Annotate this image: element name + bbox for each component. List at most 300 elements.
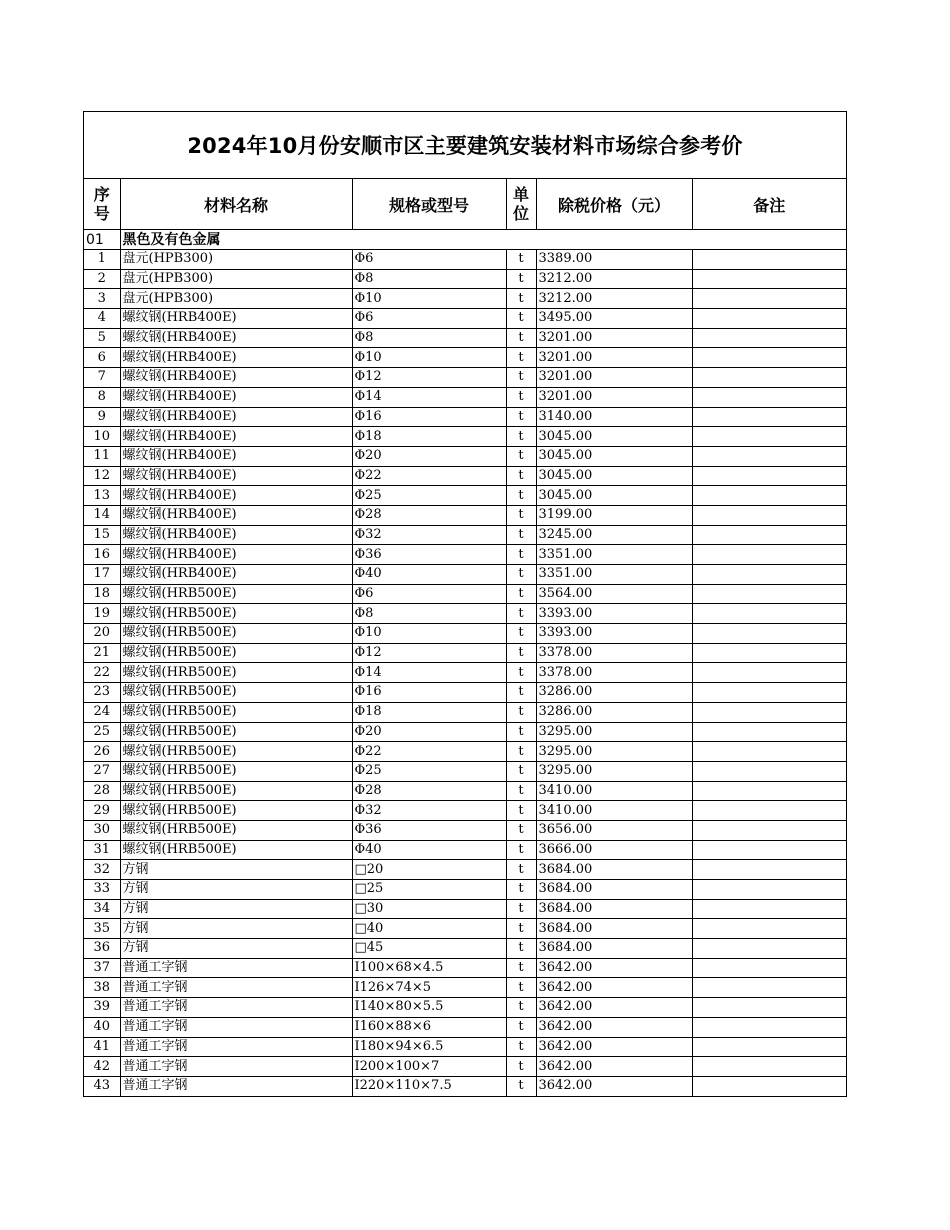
table-row (84, 309, 846, 329)
cell-unit: t (506, 742, 536, 762)
cell-price: 3286.00 (536, 683, 692, 703)
table-row (84, 604, 846, 624)
cell-unit: t (506, 899, 536, 919)
cell-price: 3045.00 (536, 427, 692, 447)
cell-no: 29 (84, 801, 120, 821)
cell-unit: t (506, 624, 536, 644)
cell-price: 3642.00 (536, 1017, 692, 1037)
section-code: 01 (84, 230, 120, 250)
cell-spec: Φ25 (352, 486, 506, 506)
cell-material-name: 螺纹钢(HRB400E) (120, 565, 352, 585)
cell-spec: Φ10 (352, 289, 506, 309)
header-note: 备注 (692, 179, 846, 230)
cell-no: 32 (84, 860, 120, 880)
cell-material-name: 螺纹钢(HRB500E) (120, 663, 352, 683)
cell-price: 3495.00 (536, 309, 692, 329)
cell-unit: t (506, 328, 536, 348)
cell-note (692, 1037, 846, 1057)
cell-material-name: 螺纹钢(HRB500E) (120, 604, 352, 624)
cell-note (692, 584, 846, 604)
cell-unit: t (506, 919, 536, 939)
cell-spec: Φ18 (352, 702, 506, 722)
cell-spec: Φ32 (352, 525, 506, 545)
header-no-line2: 号 (93, 204, 110, 223)
price-sheet (83, 111, 847, 1097)
table-row (84, 250, 846, 270)
cell-material-name: 螺纹钢(HRB500E) (120, 683, 352, 703)
header-no-line1: 序 (93, 185, 110, 204)
cell-unit: t (506, 446, 536, 466)
cell-no: 27 (84, 761, 120, 781)
cell-material-name: 盘元(HPB300) (120, 269, 352, 289)
cell-no: 28 (84, 781, 120, 801)
cell-price: 3201.00 (536, 348, 692, 368)
cell-spec: Φ12 (352, 643, 506, 663)
cell-no: 12 (84, 466, 120, 486)
cell-note (692, 407, 846, 427)
cell-spec: I100×68×4.5 (352, 958, 506, 978)
cell-spec: Φ10 (352, 348, 506, 368)
cell-no: 23 (84, 683, 120, 703)
cell-price: 3684.00 (536, 939, 692, 959)
table-row (84, 742, 846, 762)
cell-spec: Φ12 (352, 368, 506, 388)
table-row (84, 899, 846, 919)
cell-unit: t (506, 387, 536, 407)
table-row (84, 702, 846, 722)
cell-price: 3684.00 (536, 899, 692, 919)
table-row (84, 328, 846, 348)
cell-spec: □30 (352, 899, 506, 919)
cell-unit: t (506, 584, 536, 604)
table-row (84, 624, 846, 644)
cell-material-name: 普通工字钢 (120, 998, 352, 1018)
cell-note (692, 289, 846, 309)
section-row (84, 230, 846, 250)
cell-spec: Φ8 (352, 328, 506, 348)
cell-material-name: 螺纹钢(HRB400E) (120, 368, 352, 388)
cell-no: 5 (84, 328, 120, 348)
table-row (84, 761, 846, 781)
cell-note (692, 545, 846, 565)
cell-note (692, 525, 846, 545)
cell-no: 4 (84, 309, 120, 329)
table-row (84, 486, 846, 506)
cell-unit: t (506, 1057, 536, 1077)
table-row (84, 683, 846, 703)
cell-spec: Φ20 (352, 446, 506, 466)
cell-price: 3140.00 (536, 407, 692, 427)
cell-unit: t (506, 801, 536, 821)
cell-unit: t (506, 781, 536, 801)
table-row (84, 387, 846, 407)
cell-no: 9 (84, 407, 120, 427)
cell-unit: t (506, 643, 536, 663)
cell-no: 24 (84, 702, 120, 722)
cell-note (692, 880, 846, 900)
cell-material-name: 方钢 (120, 919, 352, 939)
cell-spec: Φ36 (352, 545, 506, 565)
cell-note (692, 998, 846, 1018)
cell-spec: Φ32 (352, 801, 506, 821)
cell-note (692, 761, 846, 781)
cell-material-name: 螺纹钢(HRB400E) (120, 486, 352, 506)
cell-spec: Φ28 (352, 781, 506, 801)
cell-spec: I160×88×6 (352, 1017, 506, 1037)
cell-price: 3393.00 (536, 624, 692, 644)
cell-no: 25 (84, 722, 120, 742)
cell-note (692, 781, 846, 801)
cell-price: 3642.00 (536, 1076, 692, 1095)
cell-price: 3410.00 (536, 781, 692, 801)
cell-material-name: 螺纹钢(HRB400E) (120, 525, 352, 545)
cell-price: 3666.00 (536, 840, 692, 860)
cell-note (692, 978, 846, 998)
cell-spec: I200×100×7 (352, 1057, 506, 1077)
cell-unit: t (506, 604, 536, 624)
cell-price: 3295.00 (536, 761, 692, 781)
cell-material-name: 螺纹钢(HRB400E) (120, 407, 352, 427)
cell-material-name: 螺纹钢(HRB400E) (120, 545, 352, 565)
table-row (84, 348, 846, 368)
cell-spec: Φ25 (352, 761, 506, 781)
cell-spec: Φ18 (352, 427, 506, 447)
cell-no: 7 (84, 368, 120, 388)
cell-material-name: 方钢 (120, 860, 352, 880)
cell-material-name: 普通工字钢 (120, 1057, 352, 1077)
cell-spec: I140×80×5.5 (352, 998, 506, 1018)
cell-material-name: 螺纹钢(HRB400E) (120, 427, 352, 447)
cell-spec: I126×74×5 (352, 978, 506, 998)
cell-unit: t (506, 820, 536, 840)
cell-no: 38 (84, 978, 120, 998)
table-row (84, 860, 846, 880)
cell-unit: t (506, 978, 536, 998)
cell-spec: Φ6 (352, 309, 506, 329)
cell-note (692, 486, 846, 506)
header-unit-line1: 单 (512, 185, 529, 204)
cell-price: 3045.00 (536, 466, 692, 486)
cell-no: 20 (84, 624, 120, 644)
cell-note (692, 1017, 846, 1037)
cell-price: 3201.00 (536, 368, 692, 388)
cell-no: 19 (84, 604, 120, 624)
cell-unit: t (506, 269, 536, 289)
cell-price: 3286.00 (536, 702, 692, 722)
page-title: 2024年10月份安顺市区主要建筑安装材料市场综合参考价 (84, 112, 846, 179)
cell-material-name: 螺纹钢(HRB500E) (120, 624, 352, 644)
cell-no: 26 (84, 742, 120, 762)
table-row (84, 584, 846, 604)
header-unit (506, 179, 536, 230)
cell-note (692, 702, 846, 722)
cell-spec: Φ16 (352, 407, 506, 427)
cell-note (692, 348, 846, 368)
cell-material-name: 螺纹钢(HRB400E) (120, 505, 352, 525)
cell-material-name: 普通工字钢 (120, 978, 352, 998)
table-row (84, 407, 846, 427)
cell-no: 42 (84, 1057, 120, 1077)
cell-note (692, 643, 846, 663)
cell-material-name: 螺纹钢(HRB400E) (120, 387, 352, 407)
cell-no: 33 (84, 880, 120, 900)
cell-unit: t (506, 368, 536, 388)
cell-no: 36 (84, 939, 120, 959)
cell-unit: t (506, 427, 536, 447)
cell-price: 3642.00 (536, 1057, 692, 1077)
cell-note (692, 368, 846, 388)
table-row (84, 722, 846, 742)
cell-unit: t (506, 860, 536, 880)
cell-unit: t (506, 505, 536, 525)
header-name: 材料名称 (120, 179, 352, 230)
cell-price: 3212.00 (536, 289, 692, 309)
cell-unit: t (506, 663, 536, 683)
cell-no: 41 (84, 1037, 120, 1057)
cell-spec: I180×94×6.5 (352, 1037, 506, 1057)
cell-material-name: 螺纹钢(HRB500E) (120, 702, 352, 722)
cell-unit: t (506, 722, 536, 742)
cell-note (692, 663, 846, 683)
cell-unit: t (506, 309, 536, 329)
table-row (84, 368, 846, 388)
table-row (84, 840, 846, 860)
table-row (84, 880, 846, 900)
table-row (84, 978, 846, 998)
cell-material-name: 普通工字钢 (120, 1076, 352, 1095)
cell-no: 31 (84, 840, 120, 860)
cell-note (692, 250, 846, 270)
cell-no: 21 (84, 643, 120, 663)
cell-note (692, 604, 846, 624)
cell-spec: □25 (352, 880, 506, 900)
price-table (84, 179, 846, 1096)
cell-note (692, 899, 846, 919)
cell-material-name: 螺纹钢(HRB500E) (120, 722, 352, 742)
cell-price: 3201.00 (536, 387, 692, 407)
cell-price: 3393.00 (536, 604, 692, 624)
cell-note (692, 565, 846, 585)
cell-unit: t (506, 939, 536, 959)
header-spec: 规格或型号 (352, 179, 506, 230)
table-header-row (84, 179, 846, 230)
cell-no: 18 (84, 584, 120, 604)
table-row (84, 269, 846, 289)
table-row (84, 939, 846, 959)
table-row (84, 1057, 846, 1077)
cell-material-name: 螺纹钢(HRB500E) (120, 781, 352, 801)
cell-no: 16 (84, 545, 120, 565)
cell-price: 3642.00 (536, 1037, 692, 1057)
cell-no: 22 (84, 663, 120, 683)
cell-no: 1 (84, 250, 120, 270)
cell-material-name: 方钢 (120, 880, 352, 900)
cell-spec: Φ8 (352, 269, 506, 289)
cell-no: 14 (84, 505, 120, 525)
table-row (84, 919, 846, 939)
cell-unit: t (506, 348, 536, 368)
cell-spec: Φ40 (352, 565, 506, 585)
cell-material-name: 螺纹钢(HRB400E) (120, 466, 352, 486)
section-name: 黑色及有色金属 (120, 230, 846, 250)
cell-no: 35 (84, 919, 120, 939)
cell-spec: Φ16 (352, 683, 506, 703)
cell-note (692, 722, 846, 742)
cell-spec: Φ6 (352, 584, 506, 604)
cell-note (692, 269, 846, 289)
cell-no: 37 (84, 958, 120, 978)
cell-spec: Φ14 (352, 387, 506, 407)
cell-spec: Φ28 (352, 505, 506, 525)
cell-spec: Φ10 (352, 624, 506, 644)
cell-no: 6 (84, 348, 120, 368)
cell-unit: t (506, 761, 536, 781)
cell-unit: t (506, 407, 536, 427)
cell-price: 3045.00 (536, 486, 692, 506)
cell-spec: I220×110×7.5 (352, 1076, 506, 1095)
table-row (84, 820, 846, 840)
cell-material-name: 盘元(HPB300) (120, 250, 352, 270)
table-row (84, 289, 846, 309)
cell-material-name: 螺纹钢(HRB400E) (120, 328, 352, 348)
cell-no: 3 (84, 289, 120, 309)
table-row (84, 958, 846, 978)
table-row (84, 998, 846, 1018)
cell-material-name: 螺纹钢(HRB500E) (120, 742, 352, 762)
cell-note (692, 801, 846, 821)
table-row (84, 663, 846, 683)
cell-no: 13 (84, 486, 120, 506)
cell-material-name: 螺纹钢(HRB400E) (120, 309, 352, 329)
cell-price: 3378.00 (536, 643, 692, 663)
cell-no: 10 (84, 427, 120, 447)
table-row (84, 505, 846, 525)
cell-unit: t (506, 565, 536, 585)
cell-material-name: 螺纹钢(HRB500E) (120, 584, 352, 604)
cell-material-name: 螺纹钢(HRB500E) (120, 801, 352, 821)
cell-unit: t (506, 545, 536, 565)
cell-note (692, 860, 846, 880)
cell-note (692, 840, 846, 860)
cell-spec: Φ20 (352, 722, 506, 742)
cell-spec: □45 (352, 939, 506, 959)
cell-spec: Φ36 (352, 820, 506, 840)
cell-no: 15 (84, 525, 120, 545)
cell-price: 3656.00 (536, 820, 692, 840)
cell-material-name: 普通工字钢 (120, 958, 352, 978)
cell-spec: Φ22 (352, 742, 506, 762)
table-row (84, 1017, 846, 1037)
cell-material-name: 螺纹钢(HRB500E) (120, 820, 352, 840)
cell-material-name: 螺纹钢(HRB400E) (120, 348, 352, 368)
cell-no: 11 (84, 446, 120, 466)
cell-note (692, 446, 846, 466)
cell-no: 34 (84, 899, 120, 919)
cell-spec: Φ8 (352, 604, 506, 624)
cell-no: 43 (84, 1076, 120, 1095)
cell-price: 3642.00 (536, 958, 692, 978)
cell-note (692, 683, 846, 703)
table-row (84, 781, 846, 801)
cell-spec: Φ14 (352, 663, 506, 683)
cell-unit: t (506, 880, 536, 900)
table-row (84, 643, 846, 663)
cell-price: 3684.00 (536, 880, 692, 900)
cell-note (692, 820, 846, 840)
cell-price: 3684.00 (536, 919, 692, 939)
cell-price: 3295.00 (536, 742, 692, 762)
cell-no: 17 (84, 565, 120, 585)
header-price: 除税价格（元） (536, 179, 692, 230)
cell-note (692, 919, 846, 939)
cell-unit: t (506, 683, 536, 703)
cell-spec: □20 (352, 860, 506, 880)
cell-price: 3245.00 (536, 525, 692, 545)
cell-note (692, 466, 846, 486)
table-row (84, 1076, 846, 1095)
table-row (84, 545, 846, 565)
header-no (84, 179, 120, 230)
cell-material-name: 螺纹钢(HRB400E) (120, 446, 352, 466)
cell-spec: Φ6 (352, 250, 506, 270)
cell-price: 3389.00 (536, 250, 692, 270)
cell-note (692, 328, 846, 348)
cell-unit: t (506, 1037, 536, 1057)
cell-price: 3684.00 (536, 860, 692, 880)
table-row (84, 446, 846, 466)
cell-note (692, 505, 846, 525)
cell-note (692, 742, 846, 762)
table-row (84, 525, 846, 545)
cell-material-name: 方钢 (120, 939, 352, 959)
cell-unit: t (506, 1076, 536, 1095)
cell-unit: t (506, 486, 536, 506)
cell-material-name: 普通工字钢 (120, 1037, 352, 1057)
cell-unit: t (506, 289, 536, 309)
cell-unit: t (506, 1017, 536, 1037)
cell-price: 3351.00 (536, 545, 692, 565)
cell-price: 3564.00 (536, 584, 692, 604)
cell-material-name: 盘元(HPB300) (120, 289, 352, 309)
cell-material-name: 螺纹钢(HRB500E) (120, 840, 352, 860)
cell-spec: Φ22 (352, 466, 506, 486)
cell-no: 30 (84, 820, 120, 840)
table-row (84, 466, 846, 486)
cell-price: 3295.00 (536, 722, 692, 742)
cell-no: 40 (84, 1017, 120, 1037)
cell-spec: □40 (352, 919, 506, 939)
cell-price: 3351.00 (536, 565, 692, 585)
cell-material-name: 普通工字钢 (120, 1017, 352, 1037)
table-row (84, 801, 846, 821)
cell-note (692, 939, 846, 959)
cell-price: 3378.00 (536, 663, 692, 683)
table-row (84, 565, 846, 585)
table-row (84, 1037, 846, 1057)
cell-price: 3201.00 (536, 328, 692, 348)
cell-price: 3045.00 (536, 446, 692, 466)
cell-unit: t (506, 958, 536, 978)
table-row (84, 427, 846, 447)
cell-price: 3212.00 (536, 269, 692, 289)
header-unit-line2: 位 (512, 204, 529, 223)
cell-note (692, 387, 846, 407)
cell-unit: t (506, 840, 536, 860)
cell-note (692, 1057, 846, 1077)
cell-unit: t (506, 998, 536, 1018)
cell-no: 39 (84, 998, 120, 1018)
cell-note (692, 1076, 846, 1095)
